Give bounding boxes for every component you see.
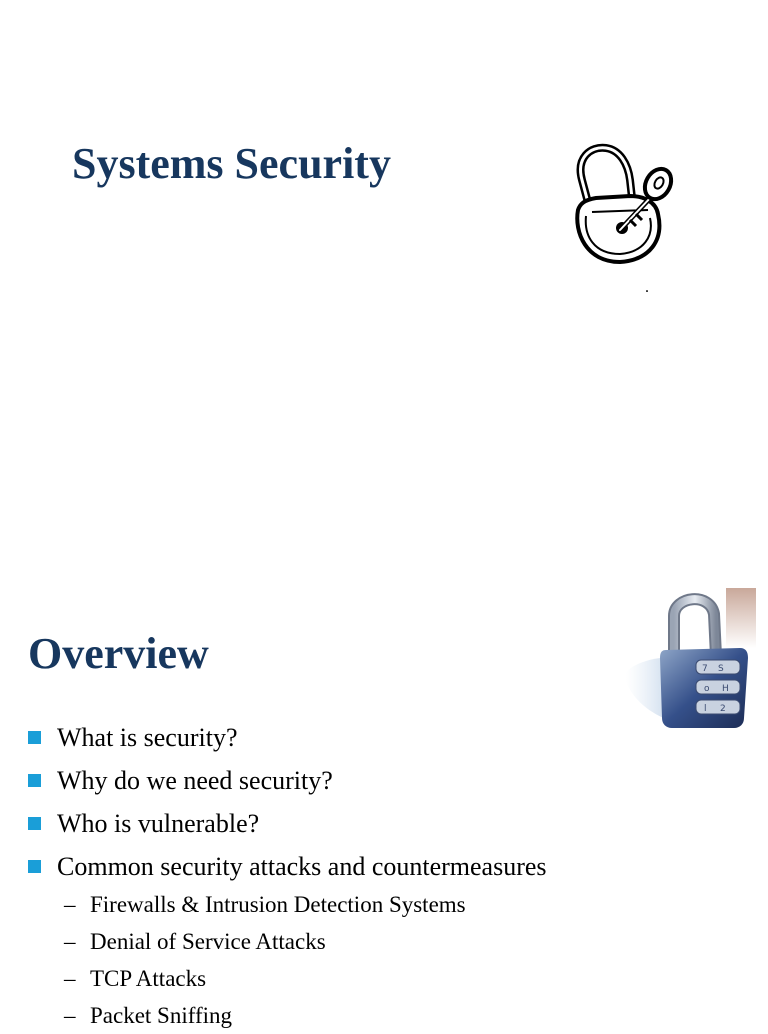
- bullet-item: [28, 802, 547, 845]
- sub-bullet-text: Firewalls & Intrusion Detection Systems: [90, 891, 466, 917]
- combination-lock-icon: [622, 586, 758, 736]
- dash-marker: –: [64, 891, 76, 917]
- square-bullet-icon: [28, 817, 41, 830]
- square-bullet-icon: [28, 860, 41, 873]
- bullet-text: Who is vulnerable?: [57, 808, 260, 838]
- sub-bullet-item: [64, 997, 466, 1034]
- slide-overview: [0, 570, 768, 1028]
- bullet-item: [28, 845, 547, 888]
- sub-bullet-item: [64, 923, 466, 960]
- sub-bullet-text: Denial of Service Attacks: [90, 928, 326, 954]
- bullet-item: [28, 716, 547, 759]
- svg-text:2: 2: [720, 704, 726, 714]
- sub-bullet-item: [64, 886, 466, 923]
- svg-text:7: 7: [702, 664, 708, 674]
- svg-text:H: H: [722, 684, 729, 694]
- bullet-list: [28, 716, 547, 888]
- bullet-text: Why do we need security?: [57, 765, 333, 795]
- dash-marker: –: [64, 928, 76, 954]
- square-bullet-icon: [28, 731, 41, 744]
- sub-bullet-list: [64, 886, 466, 1034]
- dash-marker: –: [64, 965, 76, 991]
- sub-bullet-text: Packet Sniffing: [90, 1002, 233, 1028]
- slide-title-heading: Systems Security: [72, 139, 391, 188]
- bullet-item: [28, 759, 547, 802]
- dash-marker: –: [64, 1002, 76, 1028]
- svg-text:S: S: [718, 664, 724, 674]
- overview-heading: Overview: [28, 629, 209, 678]
- bullet-text: What is security?: [57, 722, 238, 752]
- sub-bullet-item: [64, 960, 466, 997]
- square-bullet-icon: [28, 774, 41, 787]
- footnote-dot: .: [645, 279, 649, 296]
- svg-text:l: l: [704, 704, 707, 714]
- sub-bullet-text: TCP Attacks: [90, 965, 207, 991]
- bullet-text: Common security attacks and countermeasures: [57, 851, 547, 881]
- padlock-key-icon: [560, 140, 680, 270]
- svg-text:o: o: [704, 684, 710, 694]
